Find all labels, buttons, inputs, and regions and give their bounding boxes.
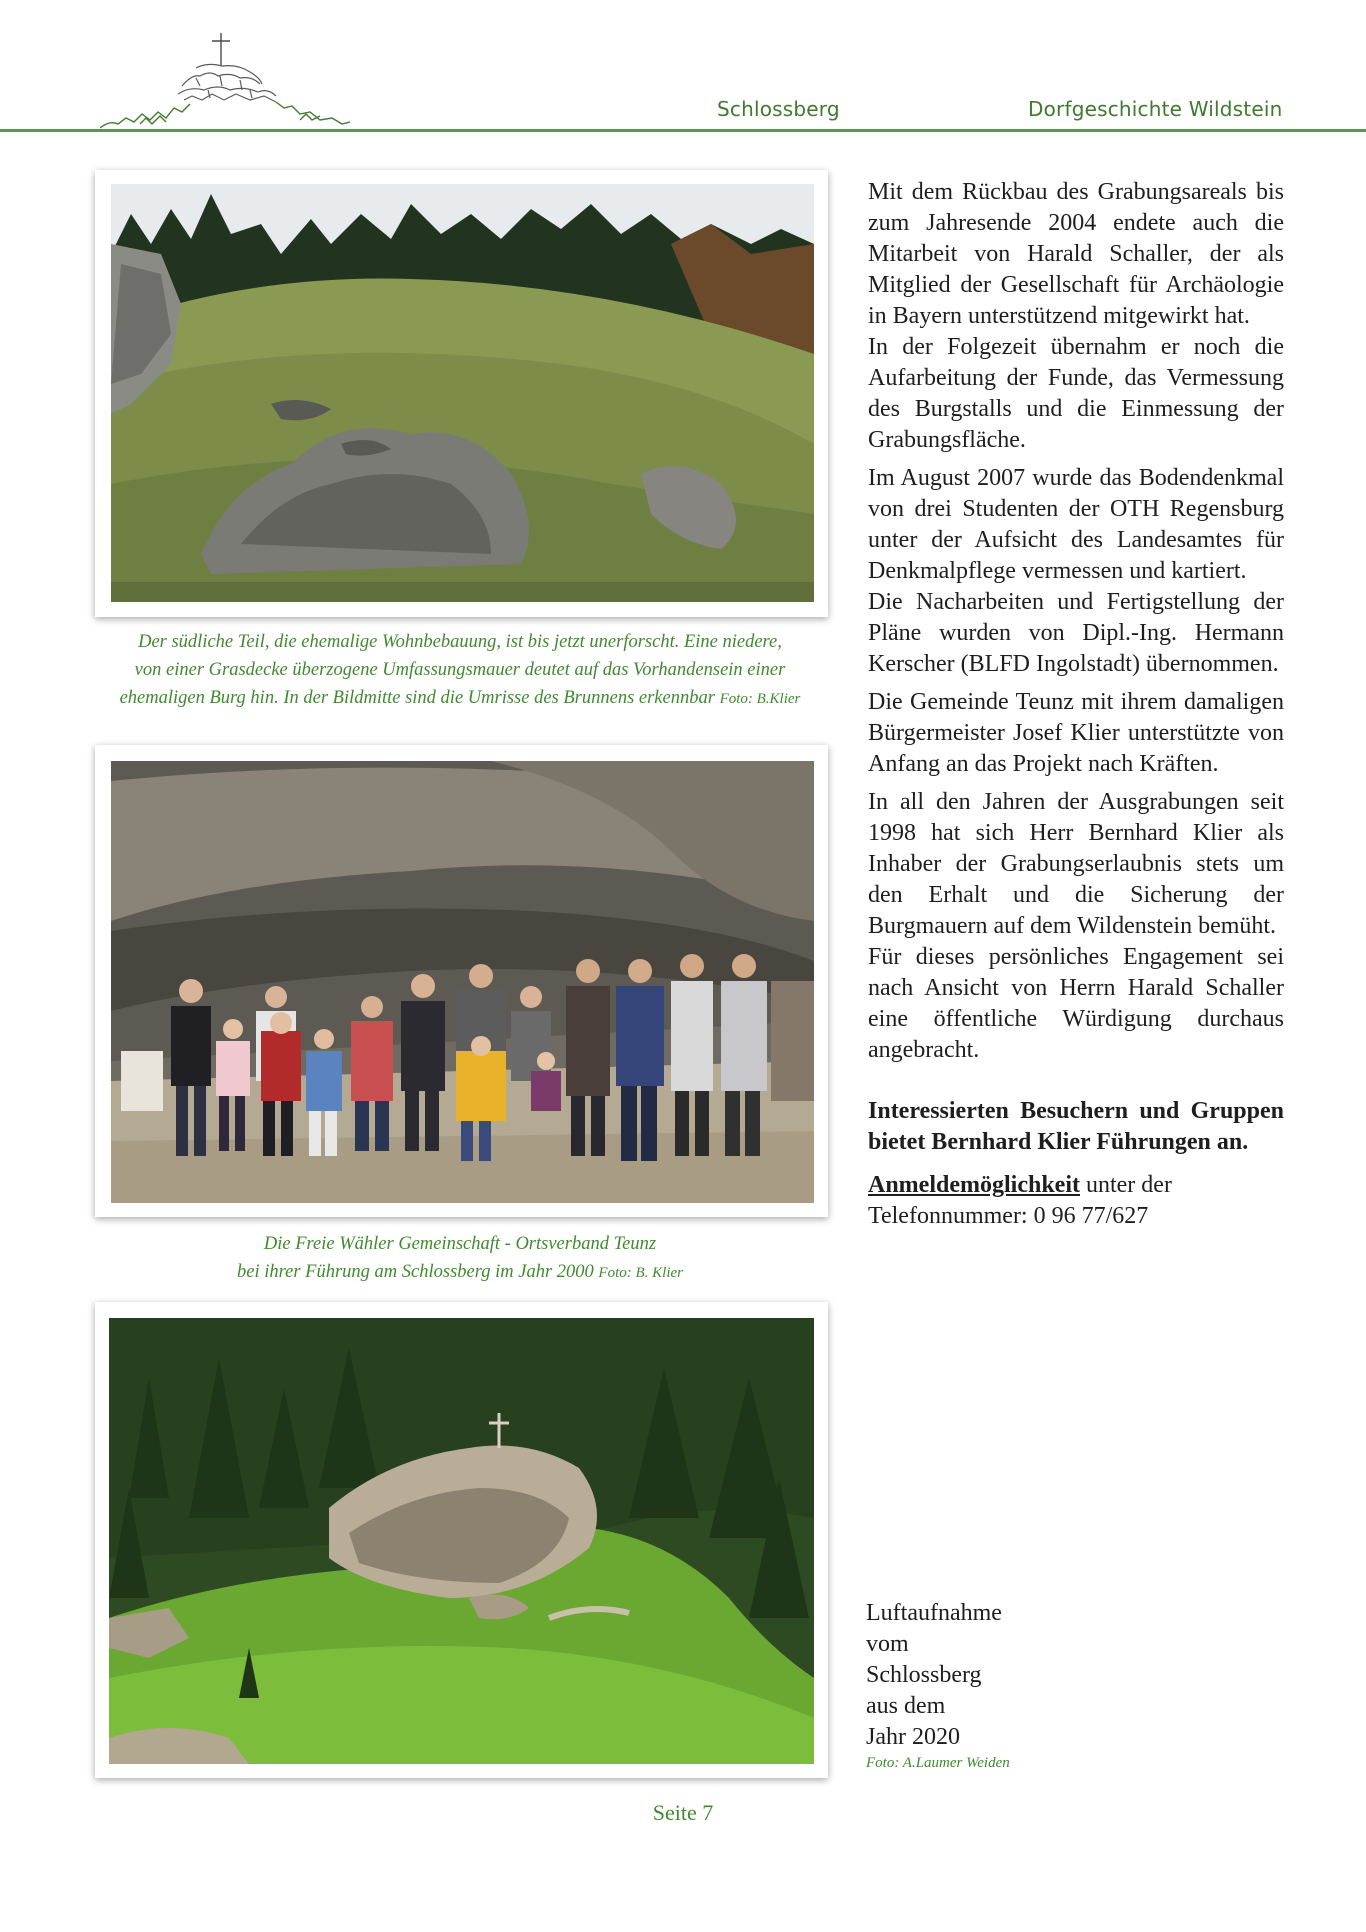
aerial-caption-line: Luftaufnahme	[866, 1600, 1002, 1626]
caption-line: bei ihrer Führung am Schlossberg im Jahr 2000 Foto: B. Klier	[237, 1262, 683, 1282]
article-paragraph: Mit dem Rückbau des Grabungsareals bis zum Jahresende 2004 endete auch die Mitarbeit von Harald Schaller, der als Mitglied der Gesellschaft für Archäologie in Bayern unterstützend mitgewirkt hat.	[868, 179, 1284, 329]
luftaufnahme-caption	[866, 1598, 1066, 1773]
anmeldung-info	[868, 1170, 1284, 1232]
gruppenfoto-photo	[95, 745, 828, 1217]
article-paragraph: Für dieses persönliches Engagement sei nach Ansicht von Herrn Harald Schaller eine öffentliche Würdigung durchaus angebracht.	[868, 944, 1284, 1063]
header-rule	[0, 129, 1366, 132]
schlossberg-logo	[100, 28, 350, 136]
anmeldung-phone: unter der Telefonnummer: 0 96 77/627	[868, 1172, 1172, 1229]
aerial-caption-line: aus dem	[866, 1693, 946, 1719]
article-text	[868, 177, 1284, 1232]
caption-line: ehemaligen Burg hin. In der Bildmitte sind die Umrisse des Brunnens erkennbar Foto: B.Klier	[119, 688, 801, 708]
aerial-caption-line: Jahr 2020	[866, 1724, 960, 1750]
suedlicher-teil-photo	[95, 170, 828, 617]
article-paragraph: In der Folgezeit übernahm er noch die Aufarbeitung der Funde, das Vermessung des Burgstalls und die Einmessung der Grabungsfläche.	[868, 334, 1284, 453]
photo-caption-gruppenfoto	[60, 1230, 860, 1287]
photo-caption-suedlicher-teil	[60, 628, 860, 713]
photo-credit: Foto: B.Klier	[719, 691, 801, 707]
article-paragraph: Die Nacharbeiten und Fertigstellung der Pläne wurden von Dipl.-Ing. Hermann Kerscher (BLFD Ingolstadt) übernommen.	[868, 589, 1284, 677]
page-number: Seite 7	[652, 1800, 714, 1825]
article-paragraph: Die Gemeinde Teunz mit ihrem damaligen Bürgermeister Josef Klier unterstützte von Anfang an das Projekt nach Kräften.	[868, 689, 1284, 777]
aerial-caption-line: vom	[866, 1631, 909, 1657]
photo-credit: Foto: B. Klier	[598, 1265, 683, 1281]
caption-line: von einer Grasdecke überzogene Umfassungsmauer deutet auf das Vorhandensein einer	[134, 660, 786, 680]
caption-line: Der südliche Teil, die ehemalige Wohnbebauung, ist bis jetzt unerforscht. Eine niedere,	[138, 632, 782, 652]
header-title-schlossberg: Schlossberg	[717, 97, 840, 121]
photo-credit: Foto: A.Laumer Weiden	[866, 1755, 1010, 1771]
aerial-caption-line: Schlossberg	[866, 1662, 982, 1688]
caption-line: Die Freie Wähler Gemeinschaft - Ortsverband Teunz	[263, 1234, 657, 1254]
article-paragraph: In all den Jahren der Ausgrabungen seit 1998 hat sich Herr Bernhard Klier als Inhaber der Grabungserlaubnis stets um den Erhalt und die Sicherung der Burgmauern auf dem Wildenstein bemüht.	[868, 789, 1284, 939]
header-title-dorfgeschichte: Dorfgeschichte Wildstein	[1028, 97, 1283, 121]
luftaufnahme-photo	[95, 1302, 828, 1778]
anmeldung-label: Anmeldemöglichkeit	[868, 1172, 1080, 1198]
fuehrungen-note: Interessierten Besuchern und Gruppen bietet Bernhard Klier Führungen an.	[868, 1098, 1284, 1155]
article-paragraph: Im August 2007 wurde das Bodendenkmal von drei Studenten der OTH Regensburg unter der Aufsicht des Landesamtes für Denkmalpflege vermessen und kartiert.	[868, 465, 1284, 584]
